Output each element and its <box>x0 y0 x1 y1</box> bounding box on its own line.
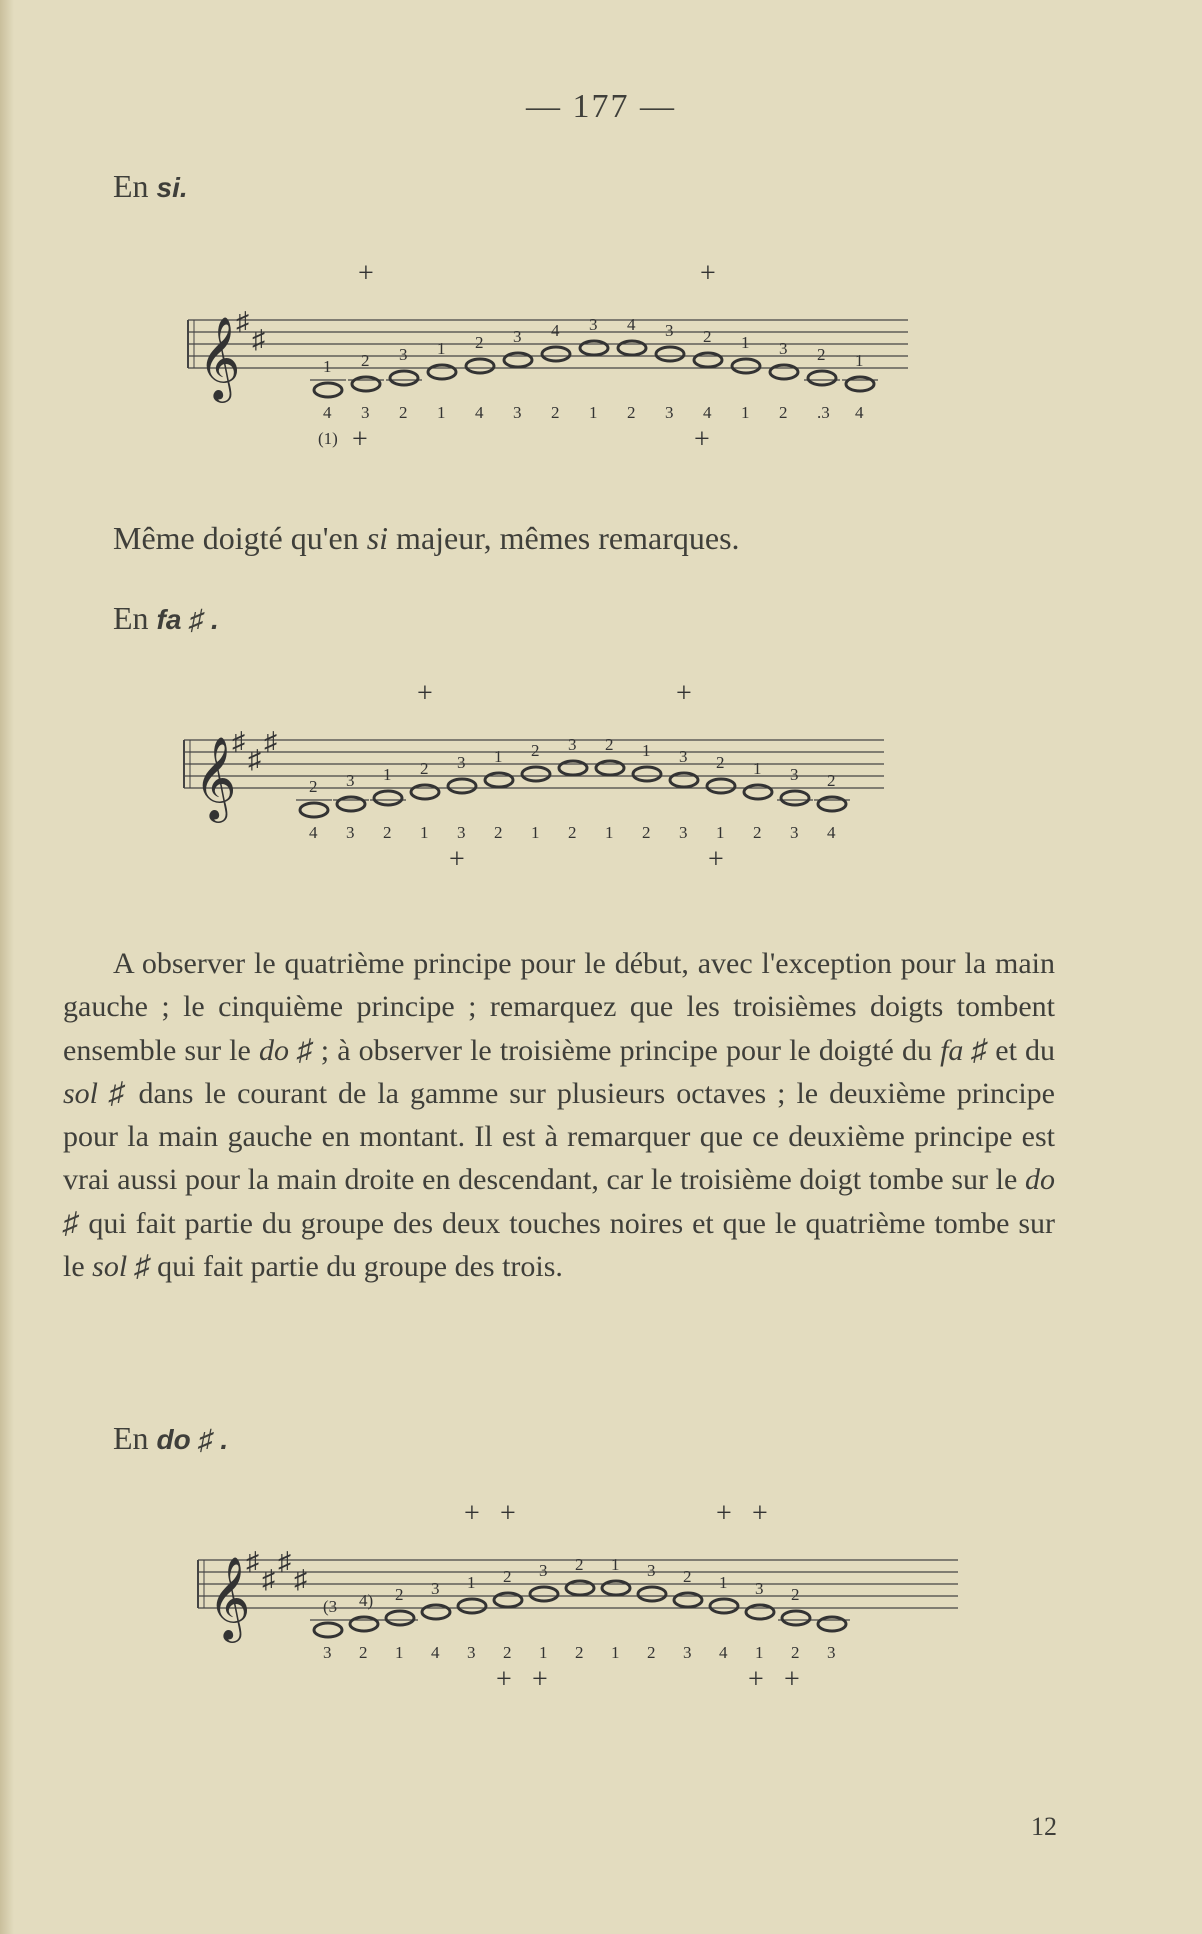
finger-number: 2 <box>605 735 614 754</box>
finger-number: 4 <box>475 403 484 422</box>
body-paragraph <box>63 942 1055 1288</box>
whole-note <box>818 797 846 811</box>
finger-number: 1 <box>437 403 446 422</box>
finger-number: 2 <box>309 777 318 796</box>
treble-clef-icon: 𝄞 <box>198 318 241 398</box>
plus-mark: + <box>417 678 433 709</box>
finger-number: 2 <box>399 403 408 422</box>
sharp-icon: ♯ <box>236 307 249 336</box>
finger-number: 1 <box>741 333 750 352</box>
page-edge-shadow <box>0 0 14 1934</box>
finger-number: 2 <box>627 403 636 422</box>
finger-number: 3 <box>513 327 522 346</box>
sharp-icon: ♯ <box>278 1547 291 1576</box>
finger-number: 1 <box>755 1643 764 1662</box>
finger-number: 3 <box>399 345 408 364</box>
finger-number: 3 <box>790 765 799 784</box>
plus-mark: + <box>748 1664 764 1695</box>
plus-mark: + <box>676 678 692 709</box>
finger-number: 2 <box>383 823 392 842</box>
finger-number: 3 <box>779 339 788 358</box>
finger-number: 3 <box>346 771 355 790</box>
whole-note <box>314 383 342 397</box>
finger-number: 2 <box>575 1643 584 1662</box>
remark-after: majeur, mêmes remarques. <box>396 520 740 556</box>
whole-note <box>386 1611 414 1625</box>
finger-number: 1 <box>716 823 725 842</box>
finger-number: (3 <box>323 1597 338 1616</box>
finger-number: 2 <box>791 1585 800 1604</box>
finger-number: 3 <box>457 823 466 842</box>
music-staff-si <box>188 258 908 460</box>
whole-note <box>846 377 874 391</box>
heading-prefix: En <box>113 1420 149 1456</box>
finger-number: 3 <box>755 1579 764 1598</box>
paragraph-text: dans le courant de la gamme sur plusieurs octaves ; le deuxième principe pour la main gauche en montant. Il est à remarquer que ce deuxième principe est vrai aussi pour la main droite en descendant, car le troisième doigt tombe sur le <box>63 1076 1055 1197</box>
finger-number: 4 <box>703 403 712 422</box>
whole-note <box>674 1593 702 1607</box>
whole-note <box>596 761 624 775</box>
sharp-icon: ♯ <box>246 1547 259 1576</box>
finger-number: 4) <box>359 1591 374 1610</box>
sharp-icon: ♯ <box>262 1565 275 1594</box>
finger-number: 3 <box>665 321 674 340</box>
finger-number: .3 <box>817 403 830 422</box>
sharp-icon: ♯ <box>252 325 265 354</box>
heading-key: si. <box>156 172 188 203</box>
finger-number: 1 <box>642 741 651 760</box>
remark-key: si <box>366 520 389 556</box>
section-heading-si <box>113 168 188 205</box>
note-name: fa ♯ <box>940 1033 988 1067</box>
heading-key: fa ♯ . <box>156 604 219 635</box>
treble-clef-icon: 𝄞 <box>194 738 237 818</box>
whole-note <box>710 1599 738 1613</box>
finger-number: 2 <box>395 1585 404 1604</box>
heading-key: do ♯ . <box>156 1424 229 1455</box>
remark-text <box>113 520 740 557</box>
note-name: do ♯ <box>258 1033 313 1067</box>
whole-note <box>781 791 809 805</box>
finger-number: 1 <box>323 357 332 376</box>
whole-note <box>458 1599 486 1613</box>
whole-note <box>542 347 570 361</box>
finger-number: 3 <box>679 747 688 766</box>
finger-number: 4 <box>719 1643 728 1662</box>
plus-mark: + <box>449 844 465 875</box>
whole-note <box>448 779 476 793</box>
finger-number: 1 <box>741 403 750 422</box>
sharp-icon: ♯ <box>264 727 277 756</box>
section-heading-do-sharp <box>113 1420 228 1457</box>
whole-note <box>633 767 661 781</box>
whole-note <box>428 365 456 379</box>
plus-mark: + <box>708 844 724 875</box>
finger-number: 2 <box>359 1643 368 1662</box>
finger-number: 1 <box>539 1643 548 1662</box>
finger-number: 1 <box>467 1573 476 1592</box>
music-staff-fa-sharp <box>184 680 894 880</box>
sharp-icon: ♯ <box>294 1565 307 1594</box>
whole-note <box>530 1587 558 1601</box>
finger-number: 1 <box>611 1555 620 1574</box>
finger-number: 2 <box>753 823 762 842</box>
remark-before: Même doigté qu'en <box>113 520 359 556</box>
finger-number: 2 <box>683 1567 692 1586</box>
whole-note <box>602 1581 630 1595</box>
whole-note <box>466 359 494 373</box>
finger-number: 3 <box>647 1561 656 1580</box>
finger-number: 2 <box>361 351 370 370</box>
paragraph-text: A observer le quatrième principe pour le début, avec l'exception pour la main gauche ; le cinquième principe ; remarquez que les troisièmes doigts tombent ensemble sur le <box>63 947 1055 1067</box>
plus-mark: + <box>496 1664 512 1695</box>
note-name: sol ♯ <box>63 1076 128 1110</box>
sharp-icon: ♯ <box>248 745 261 774</box>
finger-number: 3 <box>589 315 598 334</box>
treble-clef-icon: 𝄞 <box>208 1558 251 1638</box>
finger-number: 3 <box>431 1579 440 1598</box>
finger-number: 2 <box>503 1567 512 1586</box>
whole-note <box>707 779 735 793</box>
finger-number: 2 <box>503 1643 512 1662</box>
whole-note <box>656 347 684 361</box>
note-name: sol ♯ <box>92 1250 150 1284</box>
paragraph-text: qui fait partie du groupe des deux touches noires et que le quatrième tombe sur le <box>63 1206 1055 1284</box>
whole-note <box>411 785 439 799</box>
finger-number: 3 <box>683 1643 692 1662</box>
plus-mark: + <box>500 1498 516 1529</box>
finger-number: 2 <box>703 327 712 346</box>
page-number: — 177 — <box>526 88 676 125</box>
whole-note <box>732 359 760 373</box>
finger-number: 2 <box>642 823 651 842</box>
plus-mark: + <box>352 424 368 455</box>
finger-number: 2 <box>779 403 788 422</box>
finger-number: 3 <box>346 823 355 842</box>
music-staff-do-sharp <box>198 1490 968 1700</box>
finger-number: 1 <box>719 1573 728 1592</box>
finger-number: 1 <box>611 1643 620 1662</box>
finger-number: 2 <box>494 823 503 842</box>
whole-note <box>422 1605 450 1619</box>
whole-note <box>504 353 532 367</box>
finger-number: 3 <box>457 753 466 772</box>
finger-number: 2 <box>817 345 826 364</box>
section-heading-fa-sharp <box>113 600 219 637</box>
plus-mark: + <box>464 1498 480 1529</box>
finger-number: 1 <box>753 759 762 778</box>
finger-number: 2 <box>531 741 540 760</box>
whole-note <box>352 377 380 391</box>
whole-note <box>638 1587 666 1601</box>
finger-number: 2 <box>575 1555 584 1574</box>
paragraph-text: qui fait partie du groupe des trois. <box>149 1250 563 1284</box>
whole-note <box>559 761 587 775</box>
footnote-marker: (1) <box>318 429 338 448</box>
plus-mark: + <box>358 258 374 289</box>
whole-note <box>744 785 772 799</box>
whole-note <box>818 1617 846 1631</box>
whole-note <box>618 341 646 355</box>
whole-note <box>694 353 722 367</box>
plus-mark: + <box>700 258 716 289</box>
finger-number: 4 <box>627 315 636 334</box>
finger-number: 4 <box>323 403 332 422</box>
finger-number: 3 <box>513 403 522 422</box>
finger-number: 3 <box>665 403 674 422</box>
note-name: do ♯ <box>63 1163 1055 1240</box>
footer-number: 12 <box>1031 1812 1057 1841</box>
finger-number: 3 <box>568 735 577 754</box>
finger-number: 4 <box>827 823 836 842</box>
finger-number: 1 <box>395 1643 404 1662</box>
whole-note <box>670 773 698 787</box>
whole-note <box>300 803 328 817</box>
whole-note <box>782 1611 810 1625</box>
whole-note <box>314 1623 342 1637</box>
plus-mark: + <box>716 1498 732 1529</box>
paragraph-text: et du <box>987 1033 1056 1067</box>
whole-note <box>566 1581 594 1595</box>
finger-number: 2 <box>827 771 836 790</box>
finger-number: 1 <box>589 403 598 422</box>
finger-number: 1 <box>605 823 614 842</box>
whole-note <box>350 1617 378 1631</box>
finger-number: 4 <box>431 1643 440 1662</box>
finger-number: 3 <box>323 1643 332 1662</box>
finger-number: 2 <box>475 333 484 352</box>
plus-mark: + <box>784 1664 800 1695</box>
whole-note <box>746 1605 774 1619</box>
sharp-icon: ♯ <box>232 727 245 756</box>
finger-number: 3 <box>679 823 688 842</box>
plus-mark: + <box>752 1498 768 1529</box>
finger-number: 2 <box>420 759 429 778</box>
whole-note <box>374 791 402 805</box>
heading-prefix: En <box>113 168 149 204</box>
finger-number: 4 <box>855 403 864 422</box>
finger-number: 3 <box>539 1561 548 1580</box>
finger-number: 1 <box>855 351 864 370</box>
finger-number: 4 <box>551 321 560 340</box>
whole-note <box>808 371 836 385</box>
finger-number: 2 <box>716 753 725 772</box>
finger-number: 1 <box>420 823 429 842</box>
finger-number: 2 <box>647 1643 656 1662</box>
finger-number: 3 <box>827 1643 836 1662</box>
plus-mark: + <box>532 1664 548 1695</box>
finger-number: 2 <box>568 823 577 842</box>
paragraph-text: ; à observer le troisième principe pour le doigté du <box>312 1033 941 1067</box>
finger-number: 2 <box>551 403 560 422</box>
whole-note <box>770 365 798 379</box>
finger-number: 3 <box>467 1643 476 1662</box>
finger-number: 1 <box>494 747 503 766</box>
whole-note <box>580 341 608 355</box>
finger-number: 1 <box>383 765 392 784</box>
finger-number: 3 <box>361 403 370 422</box>
plus-mark: + <box>694 424 710 455</box>
whole-note <box>485 773 513 787</box>
whole-note <box>390 371 418 385</box>
whole-note <box>494 1593 522 1607</box>
whole-note <box>522 767 550 781</box>
whole-note <box>337 797 365 811</box>
heading-prefix: En <box>113 600 149 636</box>
finger-number: 1 <box>437 339 446 358</box>
finger-number: 3 <box>790 823 799 842</box>
finger-number: 1 <box>531 823 540 842</box>
finger-number: 4 <box>309 823 318 842</box>
finger-number: 2 <box>791 1643 800 1662</box>
